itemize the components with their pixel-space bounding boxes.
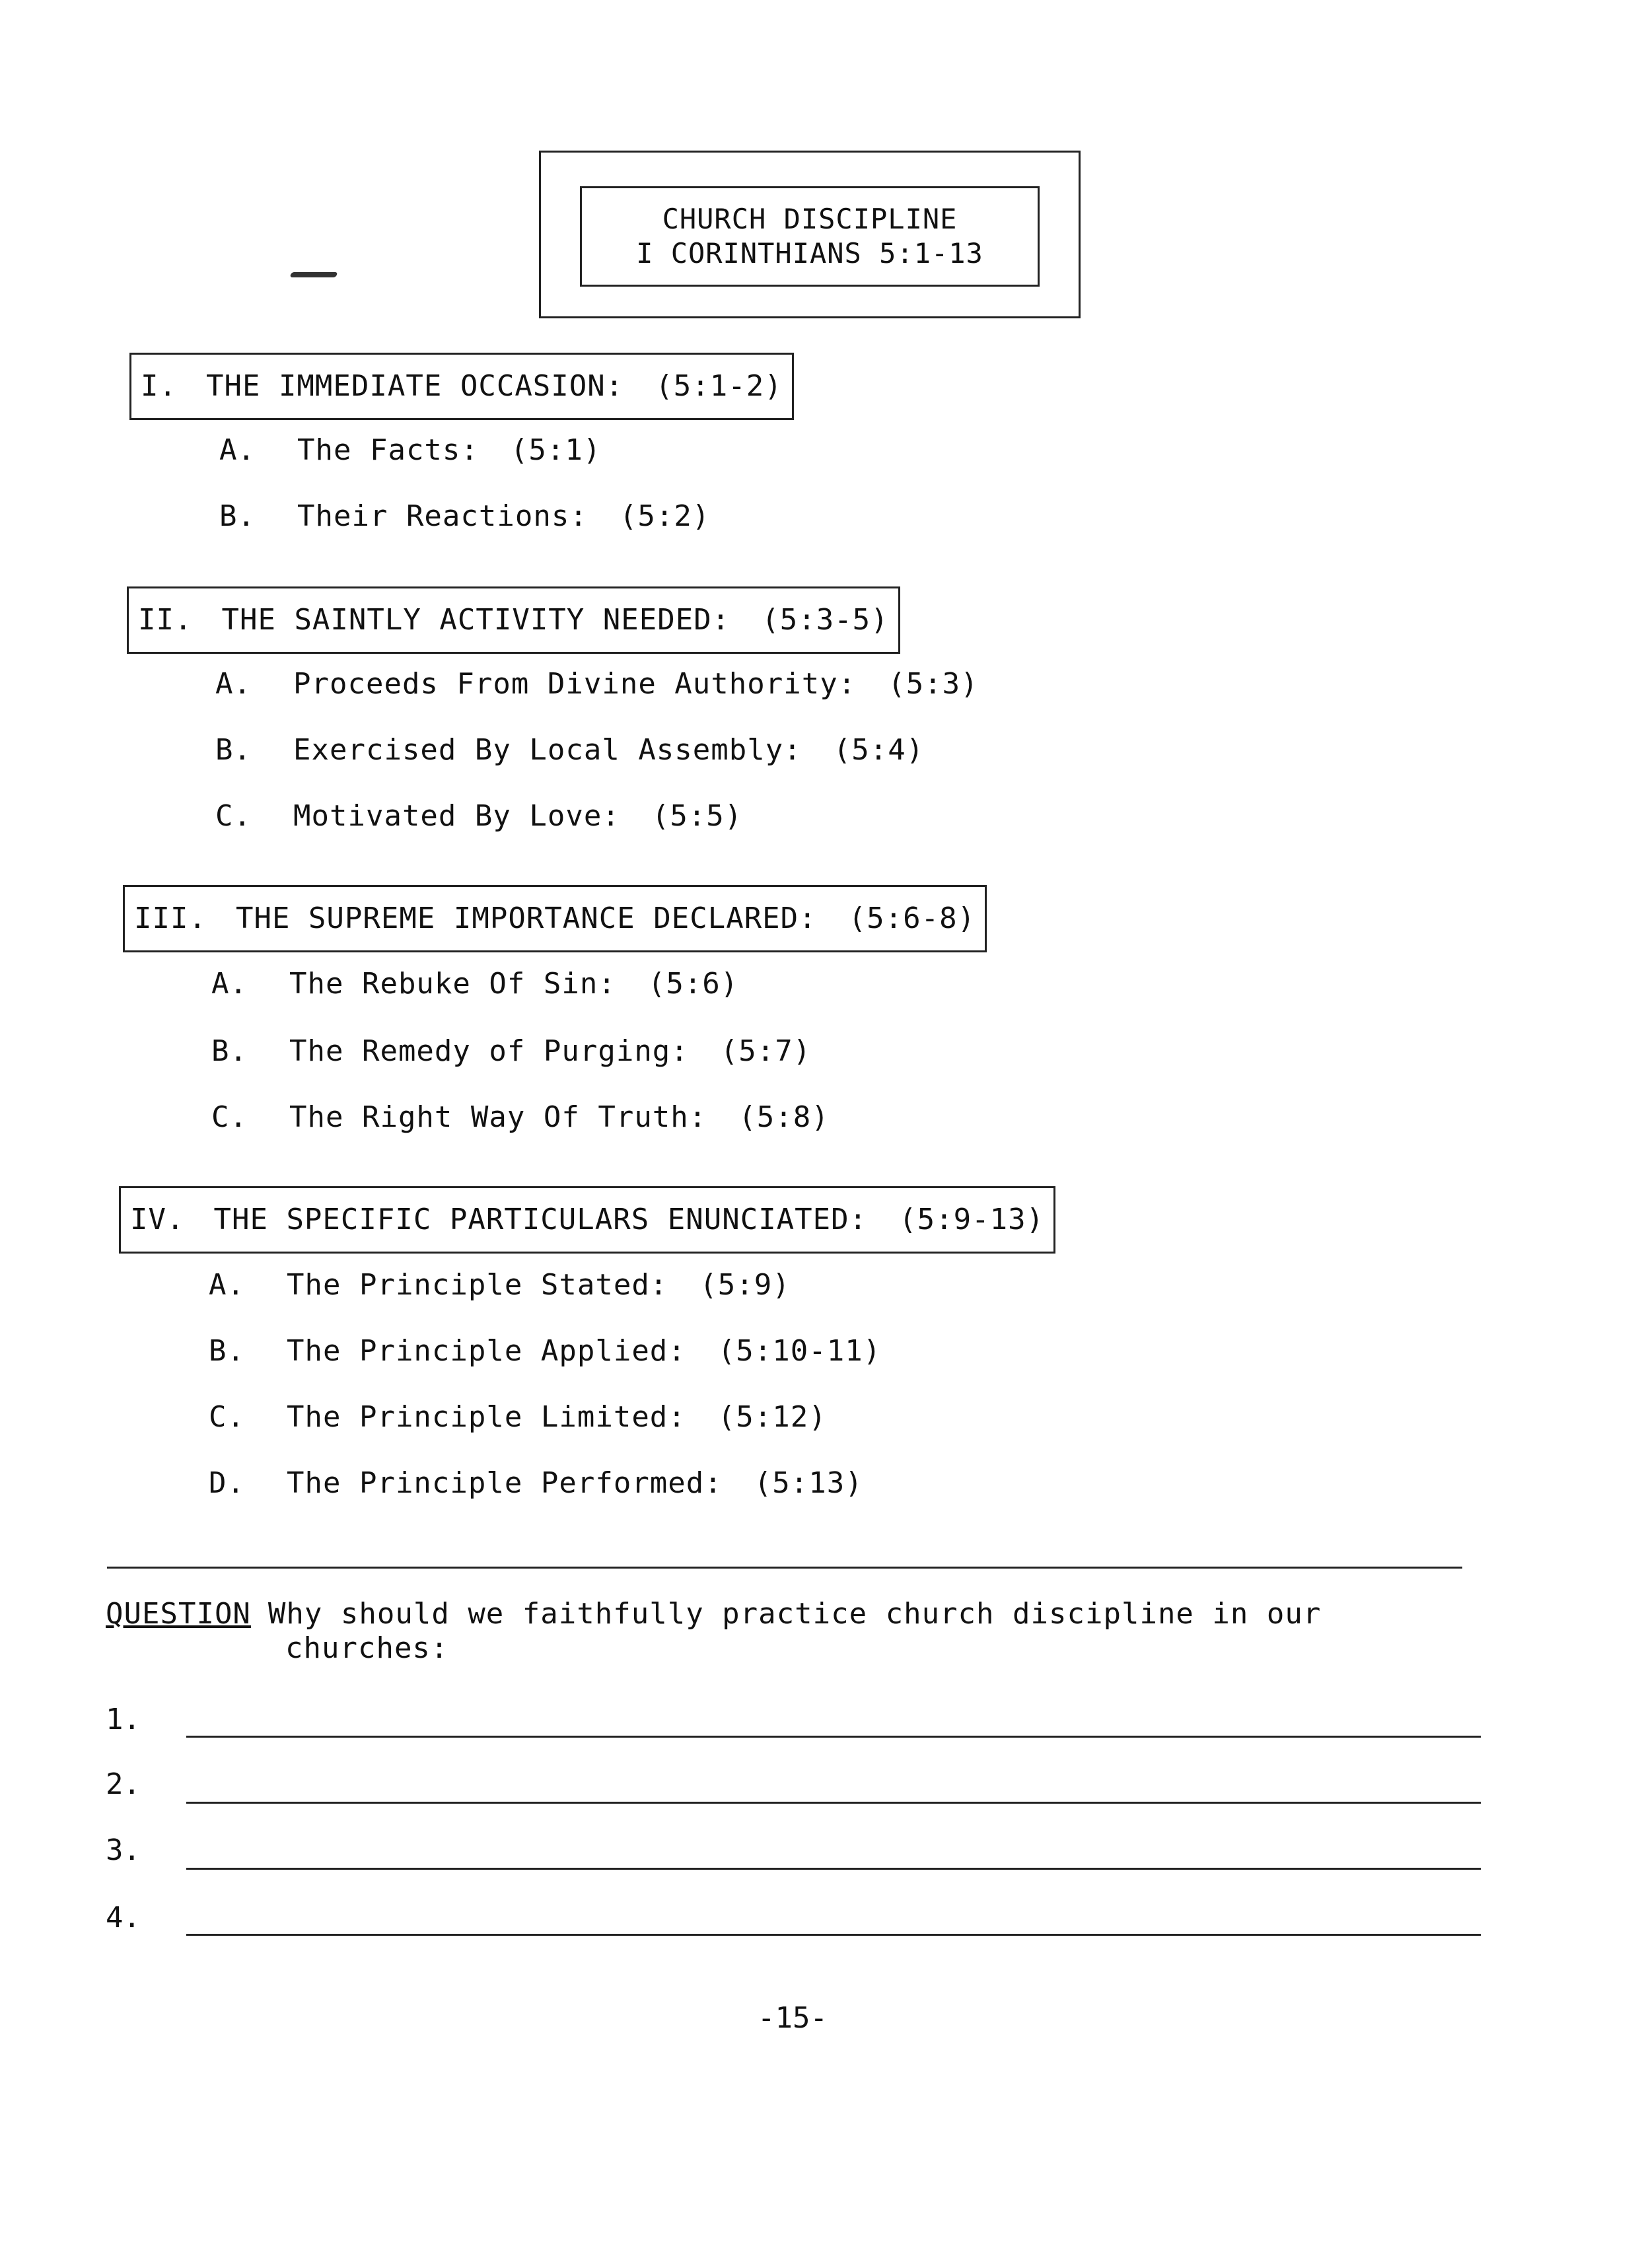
section-reference: (5:6-8) [848, 902, 976, 935]
section-heading-3 [123, 885, 987, 952]
item-reference: (5:1) [510, 433, 602, 467]
item-letter: B. [211, 1034, 248, 1068]
item-letter: B. [219, 499, 256, 533]
item-letter: B. [215, 733, 252, 767]
section-title: THE SAINTLY ACTIVITY NEEDED: [221, 603, 730, 637]
item-text: The Principle Performed: [287, 1466, 723, 1500]
outline-item [211, 1033, 811, 1070]
item-text: The Principle Limited: [287, 1400, 686, 1434]
item-text: The Principle Applied: [287, 1334, 686, 1368]
item-letter: A. [209, 1268, 245, 1302]
item-letter: C. [215, 799, 252, 833]
answer-line[interactable] [186, 1802, 1481, 1804]
item-text: Motivated By Love: [293, 799, 620, 833]
item-reference: (5:13) [754, 1466, 863, 1500]
title-line-1: CHURCH DISCIPLINE [662, 203, 958, 235]
item-reference: (5:8) [738, 1100, 830, 1134]
answer-line[interactable] [186, 1736, 1481, 1738]
item-letter: D. [209, 1466, 245, 1500]
item-reference: (5:12) [717, 1400, 827, 1434]
item-letter: A. [219, 433, 256, 467]
item-text: The Principle Stated: [287, 1268, 668, 1302]
outline-item [209, 1267, 791, 1304]
section-heading-1 [129, 353, 794, 420]
item-text: The Facts: [297, 433, 479, 467]
section-heading-4 [119, 1186, 1055, 1254]
item-reference: (5:9) [699, 1268, 791, 1302]
divider [107, 1567, 1462, 1569]
section-number: IV. [130, 1203, 185, 1236]
section-reference: (5:1-2) [655, 369, 783, 403]
answer-line[interactable] [186, 1934, 1481, 1936]
item-letter: B. [209, 1334, 245, 1368]
question-text: Why should we faithfully practice church discipline in our [267, 1597, 1322, 1631]
section-reference: (5:3-5) [762, 603, 889, 637]
section-number: III. [134, 902, 207, 935]
section-heading-2 [127, 586, 900, 654]
outline-item [215, 666, 979, 703]
section-number: I. [141, 369, 177, 403]
item-text: Their Reactions: [297, 499, 588, 533]
outline-item [209, 1399, 827, 1436]
item-letter: A. [211, 967, 248, 1001]
item-letter: C. [211, 1100, 248, 1134]
item-reference: (5:4) [833, 733, 925, 767]
answer-number: 2. [106, 1767, 141, 1801]
outline-item [215, 798, 742, 835]
title-box [580, 186, 1040, 287]
section-title: THE SPECIFIC PARTICULARS ENUNCIATED: [213, 1203, 868, 1236]
outline-item [211, 966, 738, 1003]
title-line-2: I CORINTHIANS 5:1-13 [636, 237, 983, 269]
question-block [106, 1597, 1460, 1666]
page-number: -15- [758, 2001, 828, 2035]
outline-item [219, 432, 601, 469]
outline-item [219, 498, 710, 535]
item-text: Exercised By Local Assembly: [293, 733, 802, 767]
item-letter: A. [215, 667, 252, 701]
item-letter: C. [209, 1400, 245, 1434]
section-number: II. [138, 603, 193, 637]
item-reference: (5:10-11) [717, 1334, 882, 1368]
item-reference: (5:2) [619, 499, 711, 533]
item-reference: (5:5) [651, 799, 743, 833]
item-text: The Right Way Of Truth: [289, 1100, 707, 1134]
section-title: THE SUPREME IMPORTANCE DECLARED: [235, 902, 817, 935]
item-reference: (5:3) [888, 667, 979, 701]
answer-number: 4. [106, 1901, 141, 1934]
section-title: THE IMMEDIATE OCCASION: [205, 369, 624, 403]
item-text: The Remedy of Purging: [289, 1034, 689, 1068]
section-reference: (5:9-13) [899, 1203, 1045, 1236]
outline-item [211, 1099, 830, 1136]
answer-number: 1. [106, 1703, 141, 1736]
item-reference: (5:7) [720, 1034, 812, 1068]
outline-item [215, 732, 924, 769]
outline-item [209, 1465, 863, 1502]
item-text: The Rebuke Of Sin: [289, 967, 616, 1001]
outline-item [209, 1333, 881, 1370]
item-reference: (5:6) [647, 967, 739, 1001]
answer-line[interactable] [186, 1868, 1481, 1870]
ink-smudge [290, 272, 338, 277]
answer-number: 3. [106, 1833, 141, 1867]
item-text: Proceeds From Divine Authority: [293, 667, 857, 701]
question-label: QUESTION [106, 1597, 251, 1631]
question-continuation: churches: [285, 1631, 449, 1665]
